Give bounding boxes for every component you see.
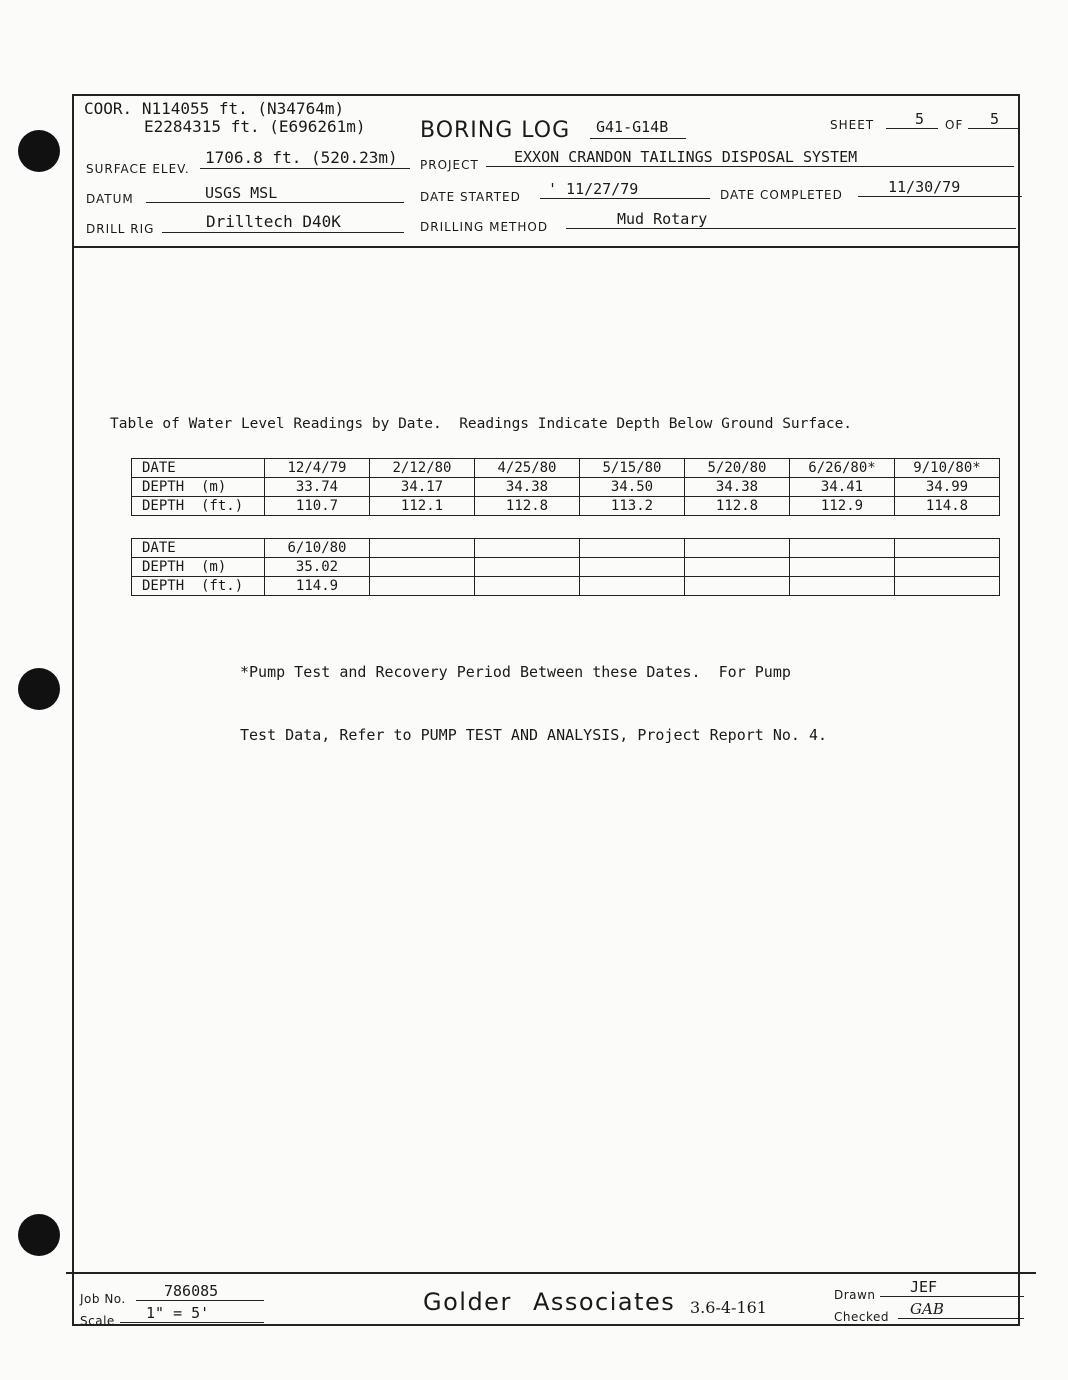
sheet-number-underline [886,128,938,129]
footnote-line-1: *Pump Test and Recovery Period Between these Dates. For Pump [240,663,791,681]
surface-elev-underline [200,168,410,169]
table-cell: 2/12/80 [370,459,475,478]
of-label: OF [945,118,964,132]
table-cell: 34.38 [685,478,790,497]
table-cell [685,558,790,577]
drawn-label: Drawn [834,1288,876,1302]
datum-value: USGS MSL [205,184,278,202]
surface-elev-value: 1706.8 ft. (520.23m) [205,148,398,167]
project-label: PROJECT [420,158,479,172]
row-label: DEPTH (m) [132,558,265,577]
table-cell [790,539,895,558]
sheet-total: 5 [990,110,1000,128]
drill-rig-underline [162,232,404,233]
coor-label: COOR. [84,99,133,118]
checked-label: Checked [834,1310,889,1324]
row-label: DEPTH (ft.) [132,497,265,516]
header-divider [72,246,1018,248]
table-row [132,478,1000,497]
scale-value: 1" = 5' [146,1304,210,1322]
table-cell [370,539,475,558]
table-cell [790,558,895,577]
table-row [132,577,1000,596]
table-cell [685,539,790,558]
table-row [132,539,1000,558]
boring-log-id: G41-G14B [596,118,669,136]
log-id-underline [590,138,686,139]
table-cell [370,577,475,596]
table-cell [475,558,580,577]
table-cell: 34.99 [895,478,1000,497]
drawn-value: JEF [910,1278,938,1296]
table-cell [580,558,685,577]
water-level-table-1 [131,458,1000,516]
coor-easting: E2284315 ft. (E696261m) [144,117,366,136]
table-cell: 34.50 [580,478,685,497]
row-label: DATE [132,539,265,558]
table-cell [895,539,1000,558]
datum-underline [146,202,404,203]
table-caption: Table of Water Level Readings by Date. Readings Indicate Depth Below Ground Surface. [110,416,853,432]
row-label: DEPTH (m) [132,478,265,497]
table-cell: 114.9 [265,577,370,596]
drilling-method-underline [566,228,1016,229]
coordinates-block [84,100,366,136]
company-name: Golder Associates [423,1288,676,1316]
row-label: DATE [132,459,265,478]
date-completed-underline [858,196,1022,197]
table-cell [370,558,475,577]
form-number: 3.6-4-161 [690,1298,767,1317]
binder-hole-bottom [18,1214,60,1256]
table-cell [580,577,685,596]
coor-northing: N114055 ft. (N34764m) [141,99,345,118]
sheet-label: SHEET [830,118,875,132]
date-started-value: ' 11/27/79 [548,180,639,198]
table-cell: 34.41 [790,478,895,497]
table-cell [685,577,790,596]
date-started-label: DATE STARTED [420,190,521,204]
table-cell: 33.74 [265,478,370,497]
row-label: DEPTH (ft.) [132,577,265,596]
drilling-method-label: DRILLING METHOD [420,220,549,234]
table-cell: 112.1 [370,497,475,516]
job-no-label: Job No. [80,1292,126,1306]
drawn-underline [880,1296,1024,1297]
table-row [132,558,1000,577]
table-cell: 5/15/80 [580,459,685,478]
drill-rig-value: Drilltech D40K [206,212,341,231]
footnote-line-2: Test Data, Refer to PUMP TEST AND ANALYSIS, Project Report No. 4. [240,726,827,744]
scale-label: Scale [80,1314,115,1328]
table-cell: 6/10/80 [265,539,370,558]
scale-underline [120,1322,264,1323]
table-cell [475,577,580,596]
date-started-underline [540,198,710,199]
table-cell: 35.02 [265,558,370,577]
table-cell: 110.7 [265,497,370,516]
table-cell: 114.8 [895,497,1000,516]
datum-label: DATUM [86,192,134,206]
table-cell [895,558,1000,577]
drill-rig-label: DRILL RIG [86,222,155,236]
table-cell [475,539,580,558]
binder-hole-middle [18,668,60,710]
table-row [132,497,1000,516]
page-title: BORING LOG [420,118,571,143]
table-cell: 112.8 [475,497,580,516]
checked-underline [898,1318,1024,1319]
drilling-method-value: Mud Rotary [617,210,708,228]
table-cell: 113.2 [580,497,685,516]
surface-elev-label: SURFACE ELEV. [86,162,190,176]
project-value: EXXON CRANDON TAILINGS DISPOSAL SYSTEM [514,148,858,166]
table-cell: 34.17 [370,478,475,497]
table-cell [790,577,895,596]
table-cell: 112.9 [790,497,895,516]
table-cell: 112.8 [685,497,790,516]
footer-divider [66,1272,1036,1274]
job-no-value: 786085 [164,1282,219,1300]
table-cell [895,577,1000,596]
binder-hole-top [18,130,60,172]
table-cell: 12/4/79 [265,459,370,478]
water-level-table-2 [131,538,1000,596]
table-cell [580,539,685,558]
sheet-total-underline [968,128,1020,129]
table-row [132,459,1000,478]
table-cell: 34.38 [475,478,580,497]
table-cell: 6/26/80* [790,459,895,478]
project-underline [486,166,1014,167]
job-no-underline [136,1300,264,1301]
sheet-number: 5 [915,110,925,128]
table-cell: 5/20/80 [685,459,790,478]
date-completed-label: DATE COMPLETED [720,188,843,202]
table-cell: 9/10/80* [895,459,1000,478]
footnote [240,620,827,767]
checked-initials: GAB [910,1300,944,1318]
table-cell: 4/25/80 [475,459,580,478]
date-completed-value: 11/30/79 [888,178,961,196]
